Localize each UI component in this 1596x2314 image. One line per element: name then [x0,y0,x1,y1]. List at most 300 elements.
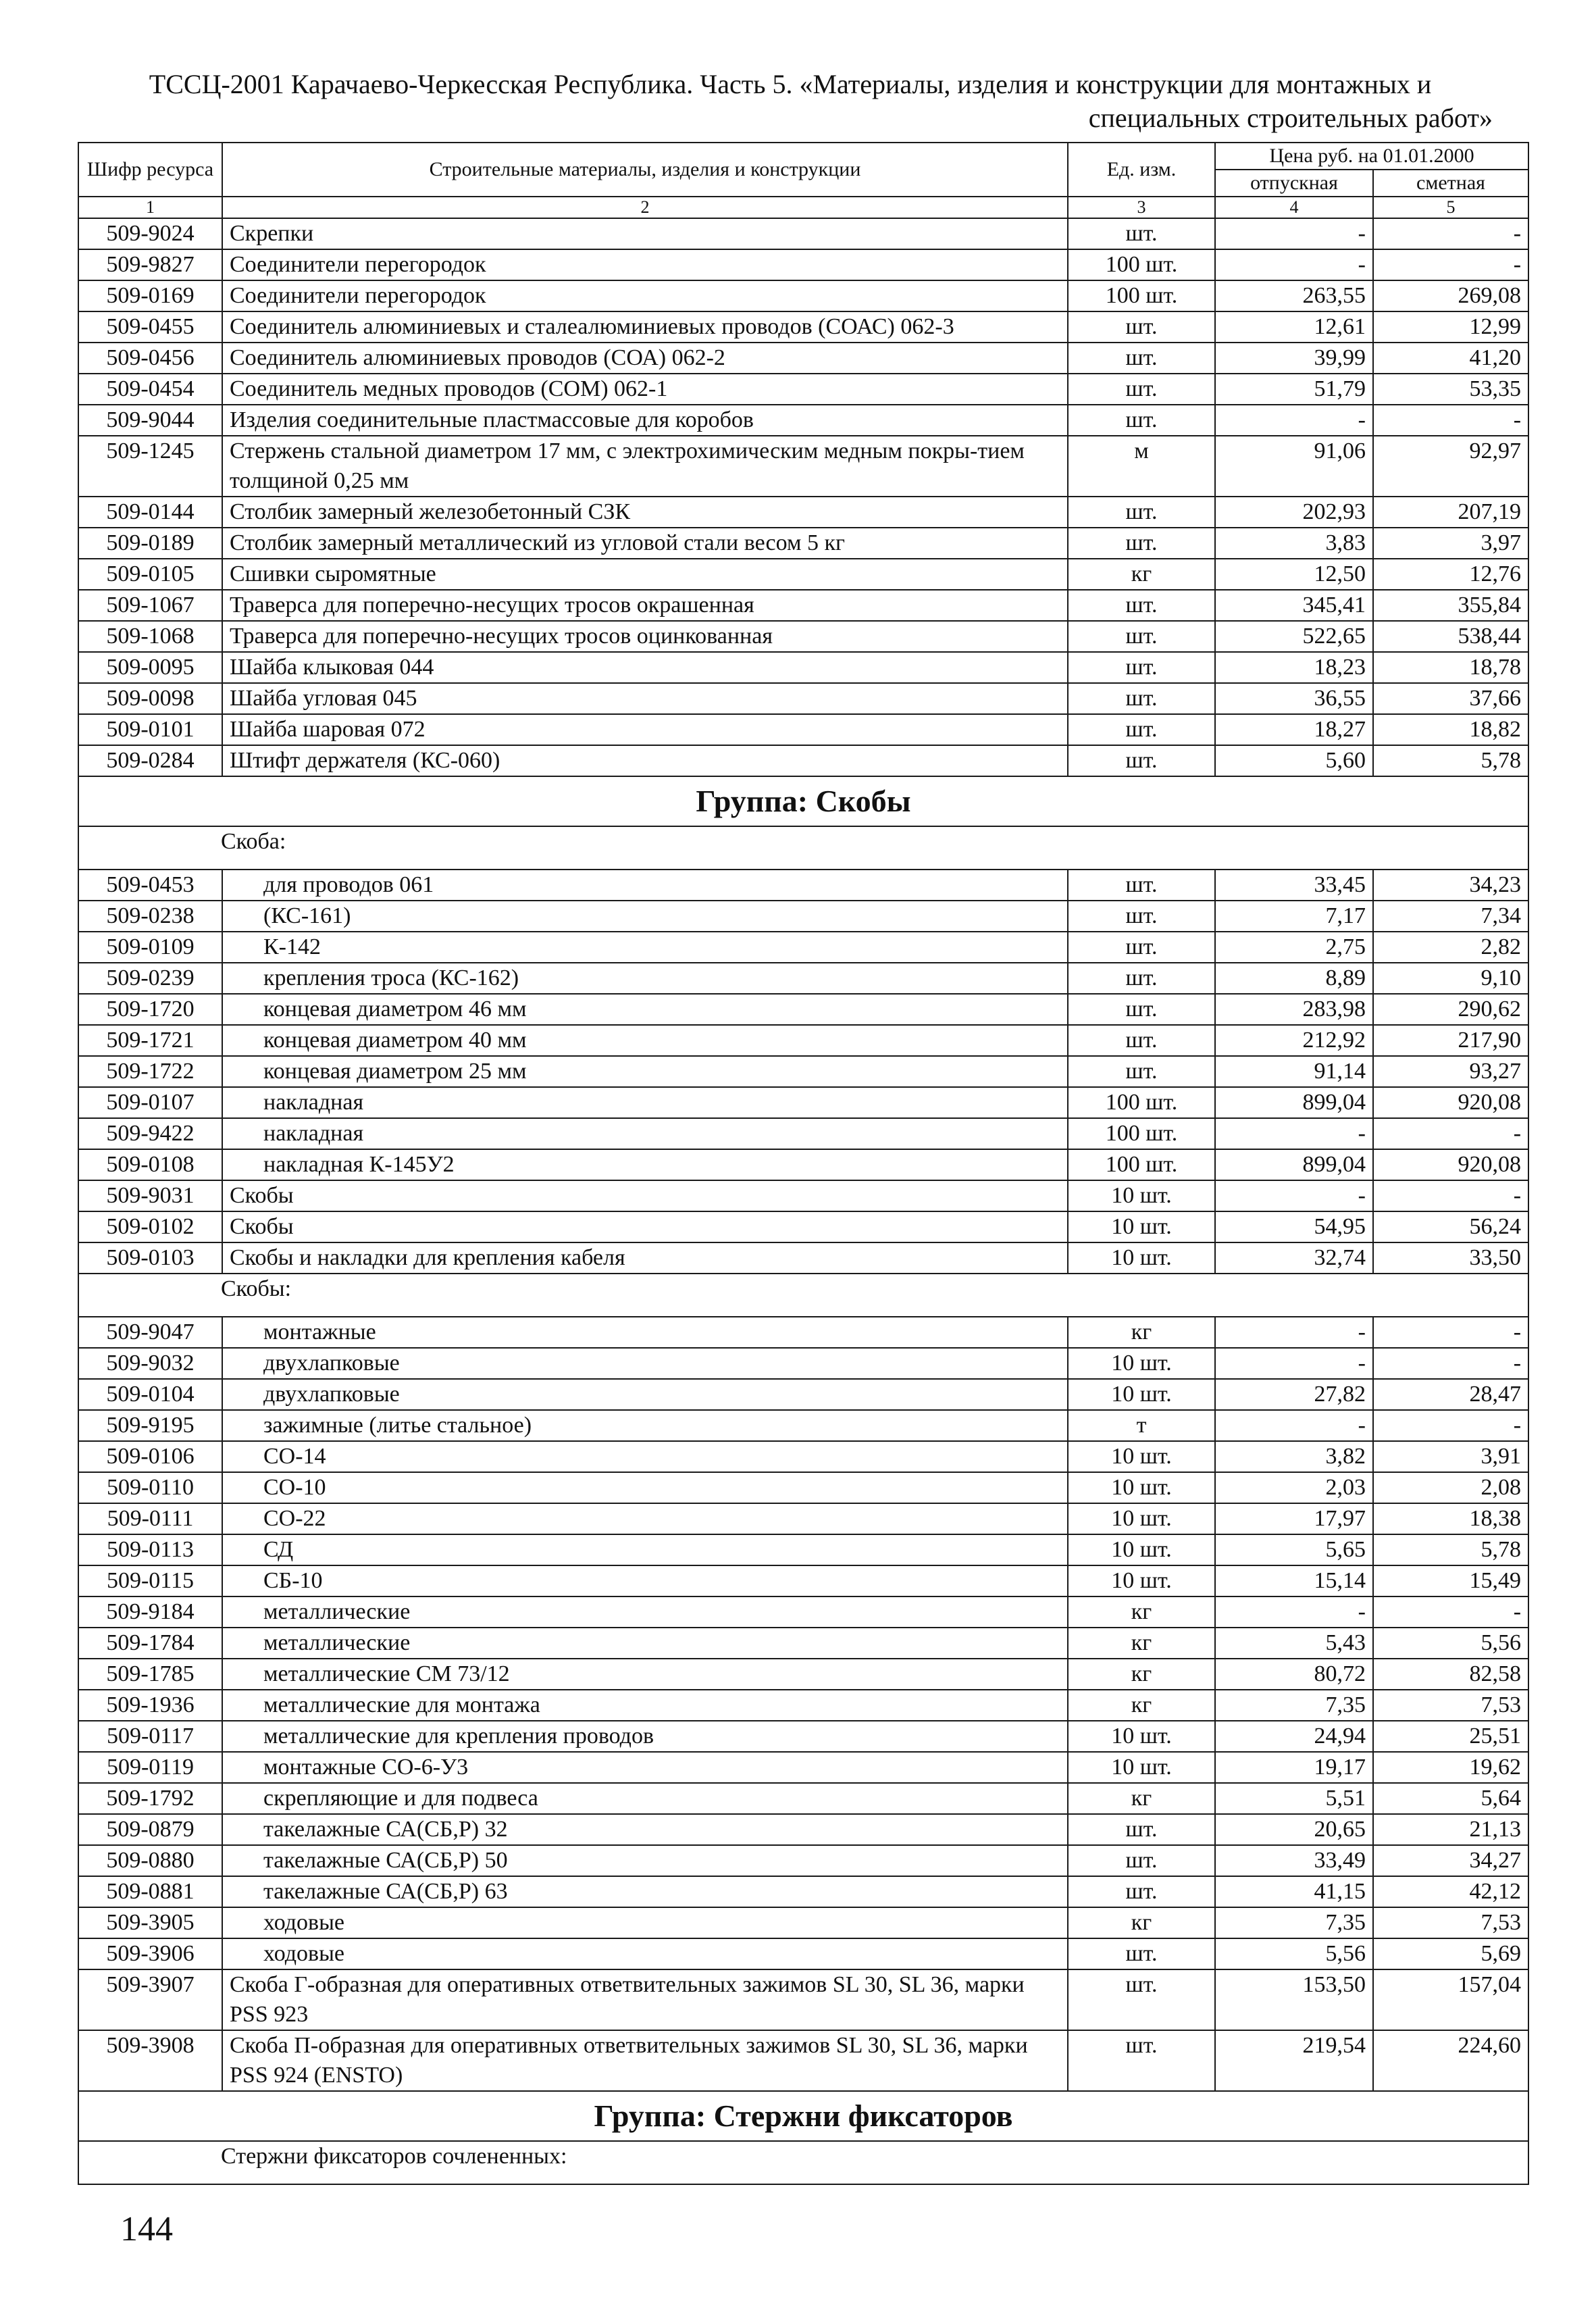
unit-of-measure: шт. [1068,714,1215,745]
unit-of-measure: шт. [1068,343,1215,374]
resource-code: 509-0169 [78,280,222,311]
table-row [78,652,1528,683]
table-row [78,870,1528,901]
release-price: 51,79 [1215,374,1373,405]
table-row [78,1845,1528,1876]
material-name: ходовые [222,1938,1068,1969]
table-row [78,1659,1528,1690]
material-name: такелажные СА(СБ,Р) 32 [222,1814,1068,1845]
release-price: - [1215,1596,1373,1628]
header-price: Цена руб. на 01.01.2000 [1215,143,1528,170]
estimate-price: 33,50 [1373,1242,1528,1274]
release-price: 24,94 [1215,1721,1373,1752]
release-price: - [1215,218,1373,249]
table-row [78,1969,1528,2030]
resource-code: 509-0113 [78,1534,222,1565]
table-row [78,1056,1528,1087]
header-code: Шифр ресурса [78,143,222,197]
resource-code: 509-0095 [78,652,222,683]
release-price: 3,83 [1215,528,1373,559]
release-price: 33,49 [1215,1845,1373,1876]
resource-code: 509-0106 [78,1441,222,1472]
release-price: 263,55 [1215,280,1373,311]
resource-code: 509-1722 [78,1056,222,1087]
resource-code: 509-9031 [78,1180,222,1211]
group-heading: Группа: Скобы [78,776,1528,826]
table-row [78,1876,1528,1907]
material-name: такелажные СА(СБ,Р) 63 [222,1876,1068,1907]
resource-code: 509-0110 [78,1472,222,1503]
table-row [78,497,1528,528]
group-heading: Группа: Стержни фиксаторов [78,2091,1528,2141]
material-name: СО-10 [222,1472,1068,1503]
table-row [78,374,1528,405]
material-name: металлические для крепления проводов [222,1721,1068,1752]
release-price: 5,60 [1215,745,1373,776]
resource-code: 509-0456 [78,343,222,374]
estimate-price: 157,04 [1373,1969,1528,2030]
material-name: скрепляющие и для подвеса [222,1783,1068,1814]
release-price: 2,03 [1215,1472,1373,1503]
release-price: 5,56 [1215,1938,1373,1969]
material-name: Соединитель алюминиевых и сталеалюминиевых проводов (СОАС) 062-3 [222,311,1068,343]
release-price: 219,54 [1215,2030,1373,2091]
unit-of-measure: шт. [1068,1845,1215,1876]
table-row [78,745,1528,776]
resource-code: 509-9184 [78,1596,222,1628]
release-price: - [1215,1410,1373,1441]
resource-code: 509-0108 [78,1149,222,1180]
unit-of-measure: 10 шт. [1068,1472,1215,1503]
table-row [78,1690,1528,1721]
page-title [88,68,1493,135]
table-row [78,528,1528,559]
group-heading-row [78,776,1528,826]
material-name: металлические [222,1596,1068,1628]
resource-code: 509-0115 [78,1565,222,1596]
resource-code: 509-1721 [78,1025,222,1056]
estimate-price: 3,97 [1373,528,1528,559]
table-row [78,1087,1528,1118]
release-price: 3,82 [1215,1441,1373,1472]
resource-code: 509-3907 [78,1969,222,2030]
resource-code: 509-0455 [78,311,222,343]
estimate-price: - [1373,1410,1528,1441]
material-name: Шайба угловая 045 [222,683,1068,714]
unit-of-measure: 10 шт. [1068,1721,1215,1752]
estimate-price: - [1373,218,1528,249]
estimate-price: 53,35 [1373,374,1528,405]
release-price: 7,17 [1215,901,1373,932]
material-name: накладная [222,1118,1068,1149]
table-row [78,249,1528,280]
unit-of-measure: шт. [1068,683,1215,714]
estimate-price: 217,90 [1373,1025,1528,1056]
resource-code: 509-0119 [78,1752,222,1783]
material-name: крепления троса (КС-162) [222,963,1068,994]
unit-of-measure: 10 шт. [1068,1565,1215,1596]
table-row [78,1379,1528,1410]
unit-of-measure: шт. [1068,745,1215,776]
resource-code: 509-3908 [78,2030,222,2091]
release-price: 153,50 [1215,1969,1373,2030]
table-row [78,436,1528,497]
unit-of-measure: шт. [1068,1025,1215,1056]
table-row [78,1565,1528,1596]
resource-code: 509-0111 [78,1503,222,1534]
estimate-price: 18,78 [1373,652,1528,683]
resource-code: 509-9044 [78,405,222,436]
release-price: - [1215,405,1373,436]
header-name: Строительные материалы, изделия и конструкции [222,143,1068,197]
material-name: концевая диаметром 25 мм [222,1056,1068,1087]
resource-code: 509-1785 [78,1659,222,1690]
estimate-price: 2,82 [1373,932,1528,963]
table-row [78,1149,1528,1180]
table-row [78,1410,1528,1441]
table-row [78,1534,1528,1565]
estimate-price: 21,13 [1373,1814,1528,1845]
unit-of-measure: кг [1068,559,1215,590]
estimate-price: 15,49 [1373,1565,1528,1596]
resource-code: 509-1720 [78,994,222,1025]
estimate-price: - [1373,1118,1528,1149]
table-row [78,1752,1528,1783]
page-number: 144 [120,2210,173,2248]
unit-of-measure: 10 шт. [1068,1441,1215,1472]
resource-code: 509-1936 [78,1690,222,1721]
material-name: накладная [222,1087,1068,1118]
title-line-2: специальных строительных работ» [1088,103,1493,133]
material-name: Штифт держателя (КС-060) [222,745,1068,776]
material-name: Шайба клыковая 044 [222,652,1068,683]
resource-code: 509-0098 [78,683,222,714]
estimate-price: 28,47 [1373,1379,1528,1410]
unit-of-measure: 100 шт. [1068,1118,1215,1149]
table-row [78,1472,1528,1503]
unit-of-measure: шт. [1068,405,1215,436]
unit-of-measure: шт. [1068,621,1215,652]
resource-code: 509-0453 [78,870,222,901]
material-name: накладная К-145У2 [222,1149,1068,1180]
table-row [78,1348,1528,1379]
resource-code: 509-0109 [78,932,222,963]
material-name: концевая диаметром 40 мм [222,1025,1068,1056]
column-number: 2 [222,197,1068,218]
material-name: для проводов 061 [222,870,1068,901]
section-label-row [78,826,1528,870]
resource-code: 509-0117 [78,1721,222,1752]
estimate-price: 3,91 [1373,1441,1528,1472]
estimate-price: 42,12 [1373,1876,1528,1907]
table-row [78,683,1528,714]
unit-of-measure: 100 шт. [1068,1149,1215,1180]
estimate-price: 7,34 [1373,901,1528,932]
material-name: Скобы [222,1211,1068,1242]
unit-of-measure: шт. [1068,311,1215,343]
material-name: Скоба Г-образная для оперативных ответвительных зажимов SL 30, SL 36, марки PSS 923 [222,1969,1068,2030]
unit-of-measure: шт. [1068,1876,1215,1907]
table-row [78,1628,1528,1659]
unit-of-measure: 10 шт. [1068,1534,1215,1565]
resource-code: 509-9047 [78,1317,222,1348]
unit-of-measure: кг [1068,1596,1215,1628]
table-row [78,1118,1528,1149]
resource-code: 509-0454 [78,374,222,405]
estimate-price: 355,84 [1373,590,1528,621]
unit-of-measure: шт. [1068,963,1215,994]
release-price: 91,14 [1215,1056,1373,1087]
unit-of-measure: шт. [1068,1056,1215,1087]
release-price: 18,27 [1215,714,1373,745]
table-row [78,2030,1528,2091]
resource-code: 509-1068 [78,621,222,652]
table-row [78,218,1528,249]
material-name: Стержень стальной диаметром 17 мм, с электрохимическим медным покры-тием толщиной 0,25 мм [222,436,1068,497]
unit-of-measure: 10 шт. [1068,1242,1215,1274]
unit-of-measure: 10 шт. [1068,1348,1215,1379]
section-label-row [78,2141,1528,2184]
estimate-price: 5,69 [1373,1938,1528,1969]
unit-of-measure: шт. [1068,1969,1215,2030]
table-header-row [78,143,1528,170]
unit-of-measure: 10 шт. [1068,1379,1215,1410]
material-name: Сшивки сыромятные [222,559,1068,590]
unit-of-measure: 100 шт. [1068,1087,1215,1118]
material-name: металлические для монтажа [222,1690,1068,1721]
release-price: 202,93 [1215,497,1373,528]
resource-code: 509-9024 [78,218,222,249]
table-row [78,621,1528,652]
estimate-price: 92,97 [1373,436,1528,497]
estimate-price: 920,08 [1373,1087,1528,1118]
estimate-price: 7,53 [1373,1690,1528,1721]
resource-code: 509-0284 [78,745,222,776]
release-price: 899,04 [1215,1149,1373,1180]
material-name: СО-22 [222,1503,1068,1534]
unit-of-measure: шт. [1068,932,1215,963]
column-numbers-row [78,197,1528,218]
release-price: - [1215,1317,1373,1348]
release-price: 5,65 [1215,1534,1373,1565]
release-price: - [1215,1180,1373,1211]
estimate-price: 82,58 [1373,1659,1528,1690]
table-row [78,1211,1528,1242]
release-price: 212,92 [1215,1025,1373,1056]
material-name: СБ-10 [222,1565,1068,1596]
resource-code: 509-1784 [78,1628,222,1659]
resource-code: 509-0238 [78,901,222,932]
unit-of-measure: шт. [1068,2030,1215,2091]
release-price: 32,74 [1215,1242,1373,1274]
estimate-price: 34,27 [1373,1845,1528,1876]
estimate-price: 34,23 [1373,870,1528,901]
release-price: 36,55 [1215,683,1373,714]
unit-of-measure: шт. [1068,528,1215,559]
release-price: 283,98 [1215,994,1373,1025]
material-name: Соединители перегородок [222,280,1068,311]
resource-code: 509-0107 [78,1087,222,1118]
material-name: концевая диаметром 46 мм [222,994,1068,1025]
material-name: К-142 [222,932,1068,963]
estimate-price: - [1373,1317,1528,1348]
unit-of-measure: 10 шт. [1068,1752,1215,1783]
release-price: 80,72 [1215,1659,1373,1690]
release-price: 522,65 [1215,621,1373,652]
unit-of-measure: шт. [1068,497,1215,528]
unit-of-measure: шт. [1068,1814,1215,1845]
estimate-price: 5,78 [1373,745,1528,776]
section-label: Стержни фиксаторов сочлененных: [78,2141,1528,2184]
unit-of-measure: шт. [1068,374,1215,405]
material-name: Траверса для поперечно-несущих тросов оцинкованная [222,621,1068,652]
unit-of-measure: кг [1068,1659,1215,1690]
unit-of-measure: 10 шт. [1068,1211,1215,1242]
material-name: Скобы [222,1180,1068,1211]
material-name: Столбик замерный железобетонный СЗК [222,497,1068,528]
unit-of-measure: т [1068,1410,1215,1441]
unit-of-measure: шт. [1068,652,1215,683]
material-name: монтажные СО-6-У3 [222,1752,1068,1783]
unit-of-measure: кг [1068,1690,1215,1721]
table-row [78,1441,1528,1472]
release-price: 54,95 [1215,1211,1373,1242]
group-heading-row [78,2091,1528,2141]
material-name: ходовые [222,1907,1068,1938]
release-price: 27,82 [1215,1379,1373,1410]
unit-of-measure: шт. [1068,994,1215,1025]
unit-of-measure: 10 шт. [1068,1503,1215,1534]
table-row [78,311,1528,343]
estimate-price: 37,66 [1373,683,1528,714]
material-name: монтажные [222,1317,1068,1348]
header-unit: Ед. изм. [1068,143,1215,197]
material-name: зажимные (литье стальное) [222,1410,1068,1441]
unit-of-measure: 100 шт. [1068,280,1215,311]
table-row [78,1596,1528,1628]
unit-of-measure: 100 шт. [1068,249,1215,280]
unit-of-measure: кг [1068,1628,1215,1659]
resource-code: 509-9195 [78,1410,222,1441]
unit-of-measure: шт. [1068,218,1215,249]
resource-code: 509-1792 [78,1783,222,1814]
table-row [78,1814,1528,1845]
resource-code: 509-1067 [78,590,222,621]
release-price: 7,35 [1215,1907,1373,1938]
resource-code: 509-0144 [78,497,222,528]
estimate-price: 12,76 [1373,559,1528,590]
material-name: Изделия соединительные пластмассовые для коробов [222,405,1068,436]
release-price: 19,17 [1215,1752,1373,1783]
estimate-price: 269,08 [1373,280,1528,311]
material-name: СО-14 [222,1441,1068,1472]
material-name: СД [222,1534,1068,1565]
table-row [78,1721,1528,1752]
release-price: 39,99 [1215,343,1373,374]
unit-of-measure: кг [1068,1783,1215,1814]
price-table [78,142,1529,2185]
table-row [78,280,1528,311]
material-name: двухлапковые [222,1379,1068,1410]
column-number: 1 [78,197,222,218]
release-price: 345,41 [1215,590,1373,621]
unit-of-measure: шт. [1068,901,1215,932]
release-price: 2,75 [1215,932,1373,963]
estimate-price: - [1373,405,1528,436]
estimate-price: 2,08 [1373,1472,1528,1503]
table-row [78,343,1528,374]
material-name: Скоба П-образная для оперативных ответвительных зажимов SL 30, SL 36, марки PSS 924 (ENSTO) [222,2030,1068,2091]
material-name: двухлапковые [222,1348,1068,1379]
release-price: 18,23 [1215,652,1373,683]
resource-code: 509-9422 [78,1118,222,1149]
unit-of-measure: шт. [1068,590,1215,621]
material-name: Соединитель алюминиевых проводов (СОА) 062-2 [222,343,1068,374]
table-row [78,590,1528,621]
release-price: 5,43 [1215,1628,1373,1659]
estimate-price: 56,24 [1373,1211,1528,1242]
material-name: Скобы и накладки для крепления кабеля [222,1242,1068,1274]
resource-code: 509-0104 [78,1379,222,1410]
table-row [78,932,1528,963]
table-row [78,714,1528,745]
unit-of-measure: м [1068,436,1215,497]
estimate-price: 41,20 [1373,343,1528,374]
title-line-1: ТССЦ-2001 Карачаево-Черкесская Республика. Часть 5. «Материалы, изделия и конструкции для монтажных и [149,69,1432,99]
release-price: 12,61 [1215,311,1373,343]
header-estimate-price: сметная [1373,170,1528,197]
material-name: Шайба шаровая 072 [222,714,1068,745]
table-row [78,405,1528,436]
unit-of-measure: кг [1068,1907,1215,1938]
estimate-price: 5,78 [1373,1534,1528,1565]
unit-of-measure: 10 шт. [1068,1180,1215,1211]
estimate-price: 290,62 [1373,994,1528,1025]
resource-code: 509-0881 [78,1876,222,1907]
estimate-price: 538,44 [1373,621,1528,652]
material-name: металлические [222,1628,1068,1659]
estimate-price: 920,08 [1373,1149,1528,1180]
section-label-row [78,1274,1528,1317]
estimate-price: - [1373,1348,1528,1379]
release-price: 41,15 [1215,1876,1373,1907]
release-price: 5,51 [1215,1783,1373,1814]
estimate-price: - [1373,249,1528,280]
header-release-price: отпускная [1215,170,1373,197]
estimate-price: 18,38 [1373,1503,1528,1534]
material-name: (КС-161) [222,901,1068,932]
resource-code: 509-0879 [78,1814,222,1845]
table-row [78,1025,1528,1056]
table-row [78,1783,1528,1814]
table-row [78,1938,1528,1969]
material-name: Траверса для поперечно-несущих тросов окрашенная [222,590,1068,621]
resource-code: 509-0880 [78,1845,222,1876]
resource-code: 509-0101 [78,714,222,745]
resource-code: 509-0239 [78,963,222,994]
release-price: 7,35 [1215,1690,1373,1721]
estimate-price: 207,19 [1373,497,1528,528]
table-row [78,1242,1528,1274]
material-name: Столбик замерный металлический из угловой стали весом 5 кг [222,528,1068,559]
material-name: такелажные СА(СБ,Р) 50 [222,1845,1068,1876]
unit-of-measure: шт. [1068,870,1215,901]
estimate-price: 19,62 [1373,1752,1528,1783]
release-price: - [1215,1348,1373,1379]
section-label: Скобы: [78,1274,1528,1317]
resource-code: 509-9827 [78,249,222,280]
table-row [78,1907,1528,1938]
